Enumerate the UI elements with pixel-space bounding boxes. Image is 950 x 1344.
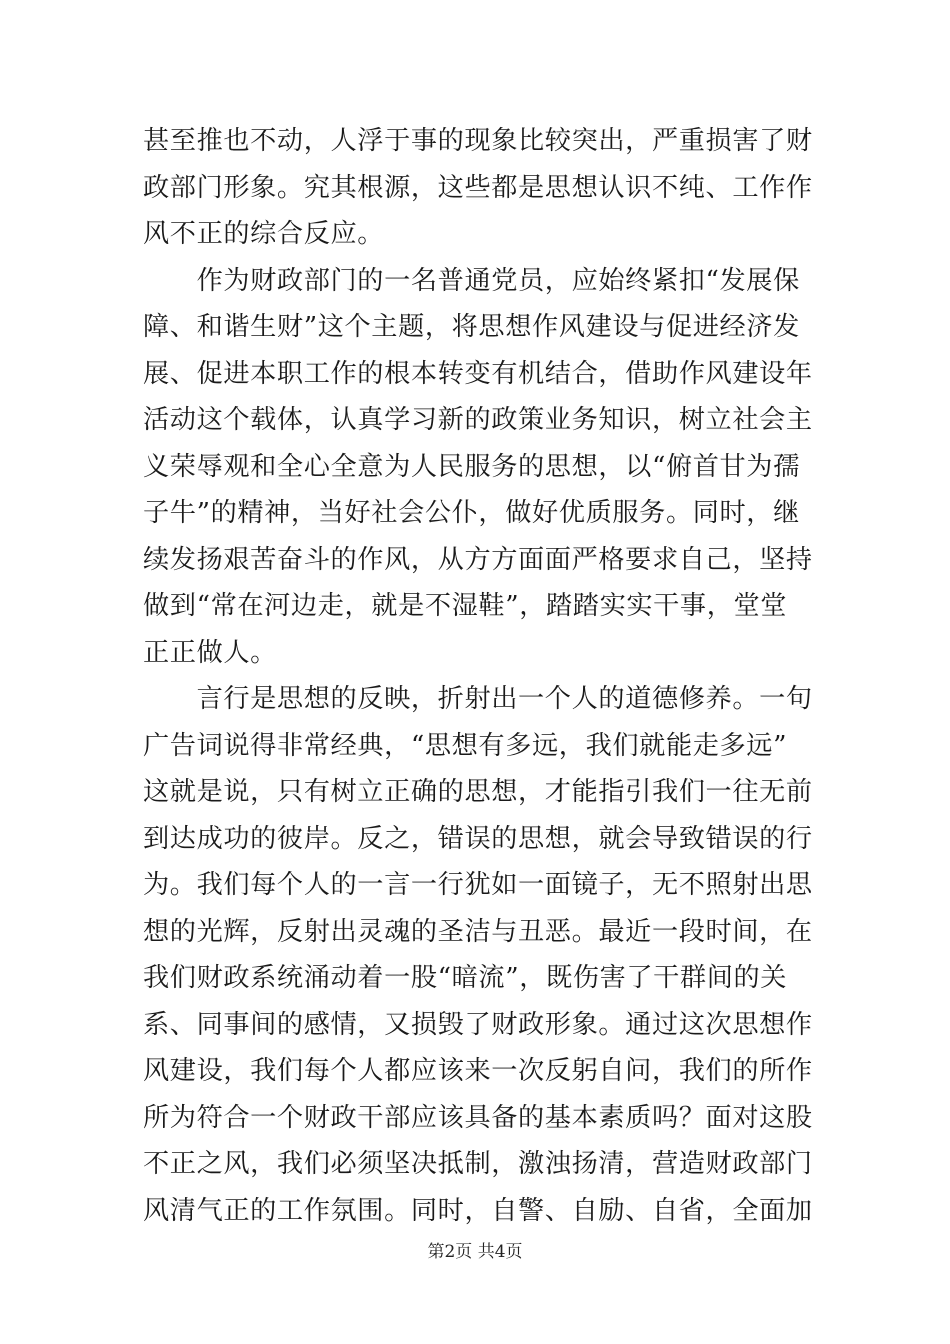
text-line: 正正做人。: [143, 637, 277, 668]
text-line: 广告词说得非常经典，“思想有多远，我们就能走多远”: [143, 730, 788, 761]
text-line: 子牛”的精神，当好社会公仆，做好优质服务。同时，继: [143, 498, 800, 528]
text-line: 系、同事间的感情，又损毁了财政形象。通过这次思想作: [143, 1009, 813, 1040]
text-line: 风建设，我们每个人都应该来一次反躬自问，我们的所作: [143, 1056, 813, 1086]
text-line: 为。我们每个人的一言一行犹如一面镜子，无不照射出思: [143, 870, 813, 900]
text-line: 风不正的综合反应。: [143, 219, 385, 249]
text-line: 展、促进本职工作的根本转变有机结合，借助作风建设年: [143, 358, 813, 389]
text-line: 这就是说，只有树立正确的思想，才能指引我们一往无前: [143, 777, 813, 807]
page-footer: 第2页 共4页: [427, 1242, 523, 1262]
text-line: 续发扬艰苦奋斗的作风，从方方面面严格要求自己，坚持: [143, 544, 813, 575]
text-line: 不正之风，我们必须坚决抵制，激浊扬清，营造财政部门: [143, 1149, 813, 1179]
text-line: 甚至推也不动，人浮于事的现象比较突出，严重损害了财: [143, 126, 813, 156]
text-line: 到达成功的彼岸。反之，错误的思想，就会导致错误的行: [143, 823, 813, 854]
text-line: 做到“常在河边走，就是不湿鞋”，踏踏实实干事，堂堂: [143, 591, 788, 621]
text-line: 障、和谐生财”这个主题，将思想作风建设与促进经济发: [143, 312, 800, 342]
text-line: 想的光辉，反射出灵魂的圣洁与丑恶。最近一段时间，在: [143, 916, 813, 947]
text-line: 所为符合一个财政干部应该具备的基本素质吗？面对这股: [143, 1102, 813, 1133]
text-line: 政部门形象。究其根源，这些都是思想认识不纯、工作作: [143, 172, 813, 203]
text-line: 我们财政系统涌动着一股“暗流”，既伤害了干群间的关: [143, 963, 788, 993]
text-line: 义荣辱观和全心全意为人民服务的思想，以“俯首甘为孺: [143, 451, 800, 482]
text-line: 风清气正的工作氛围。同时，自警、自励、自省，全面加: [143, 1195, 813, 1226]
document-body: [143, 118, 813, 1234]
text-line: 作为财政部门的一名普通党员，应始终紧扣“发展保: [143, 265, 800, 296]
text-line: 言行是思想的反映，折射出一个人的道德修养。一句: [143, 684, 813, 714]
text-line: 活动这个载体，认真学习新的政策业务知识，树立社会主: [143, 405, 813, 435]
